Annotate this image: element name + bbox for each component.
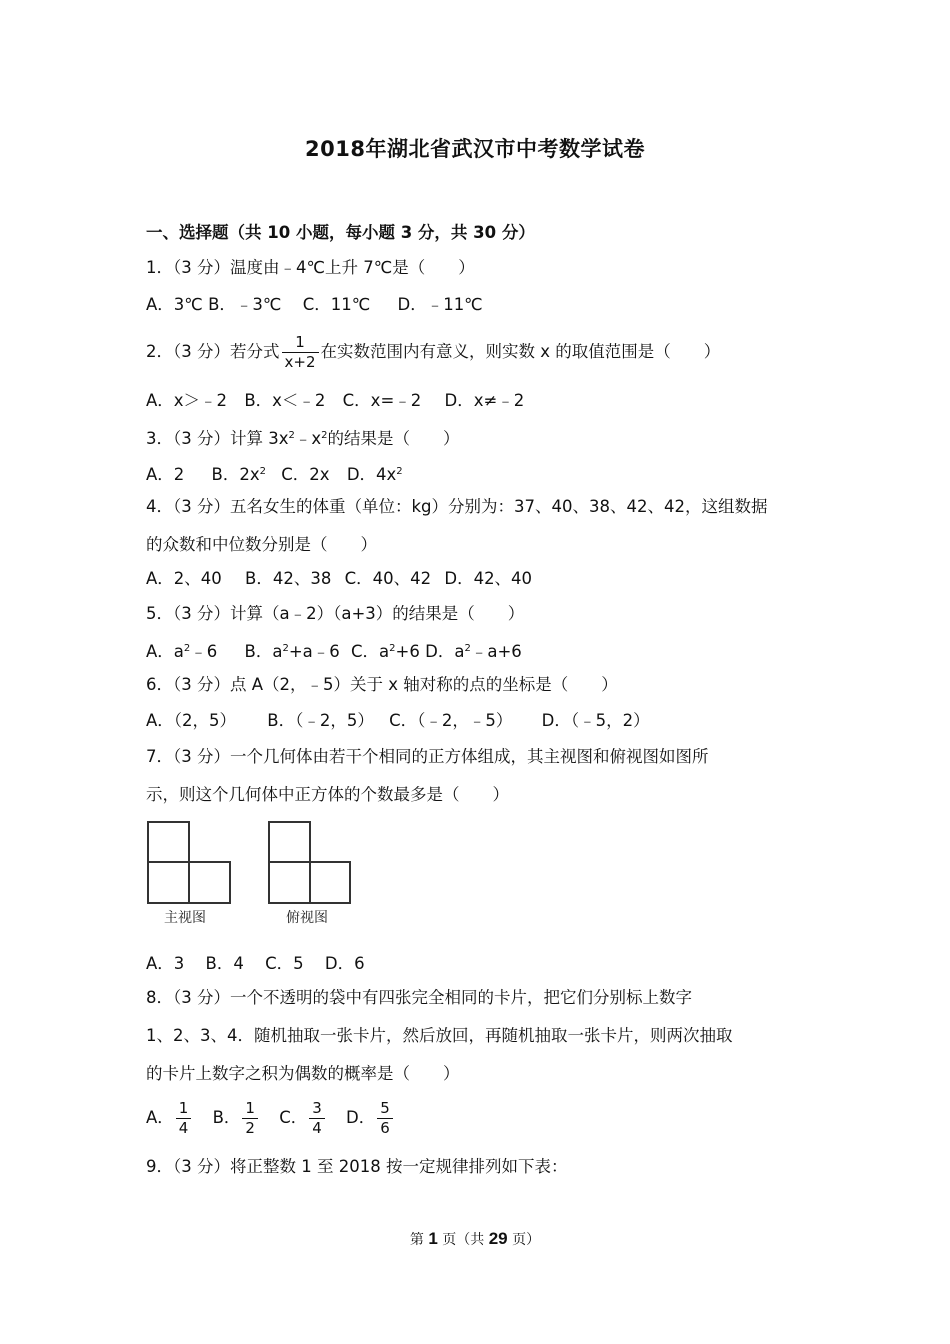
option-a: A．3 xyxy=(146,954,185,973)
option-a: A．2、40 xyxy=(146,569,222,588)
question-3: 3．（3 分）计算 $3x^2﹣x^2$的结果是（ ） xyxy=(146,429,460,448)
option-c: C．x=﹣2 xyxy=(342,391,422,410)
question-5-options xyxy=(146,638,522,663)
option-b: B．﹣3℃ xyxy=(208,295,282,314)
section-heading: 一、选择题（共 10 小题，每小题 3 分，共 30 分） xyxy=(146,223,535,242)
question-8-line-2: 1、2、3、4．随机抽取一张卡片，然后放回，再随机抽取一张卡片，则两次抽取 xyxy=(146,1026,733,1045)
option-d: D．﹣11℃ xyxy=(397,295,483,314)
question-7-line-2: 示，则这个几何体中正方体的个数最多是（ ） xyxy=(146,785,509,804)
front-view-label: 主视图 xyxy=(164,910,206,926)
top-view xyxy=(269,822,350,903)
question-9: 9．（3 分）将正整数 1 至 2018 按一定规律排列如下表： xyxy=(146,1157,568,1176)
option-d: D．$4x^2$ xyxy=(346,465,403,484)
front-view xyxy=(148,822,230,903)
fraction: $\frac{1}{x+2}$ xyxy=(282,334,319,371)
option-d: D．x≠﹣2 xyxy=(444,391,525,410)
question-6: 6．（3 分）点 A（2，﹣5）关于 x 轴对称的点的坐标是（ ） xyxy=(146,675,618,694)
option-b: B．x＜﹣2 xyxy=(244,391,326,410)
option-d: D．$a^2﹣a+6$ xyxy=(425,642,522,661)
option-b: B．42、38 xyxy=(245,569,332,588)
option-d: D．6 xyxy=(324,954,365,973)
top-view-label: 俯视图 xyxy=(286,910,328,926)
option-b: B．4 xyxy=(205,954,244,973)
question-3-options xyxy=(146,461,403,486)
question-8-line-3: 的卡片上数字之积为偶数的概率是（ ） xyxy=(146,1064,460,1083)
option-a: A．2 xyxy=(146,465,185,484)
question-1-options xyxy=(146,294,483,316)
option-a: A．x＞﹣2 xyxy=(146,391,228,410)
question-7-line-1: 7．（3 分）一个几何体由若干个相同的正方体组成，其主视图和俯视图如图所 xyxy=(146,747,709,766)
option-c: C．11℃ xyxy=(302,295,371,314)
option-d: D．42、40 xyxy=(444,569,533,588)
page-total: 29 xyxy=(488,1229,508,1248)
option-c: C．5 xyxy=(265,954,304,973)
question-8-options xyxy=(146,1100,395,1137)
option-b: B．$2x^2$ xyxy=(211,465,267,484)
option-a: A．（2，5） xyxy=(146,711,237,730)
page-number: 1 xyxy=(428,1229,438,1248)
question-5: 5．（3 分）计算（a﹣2）（a+3）的结果是（ ） xyxy=(146,604,525,623)
option-c: C． $\frac{3}{4}$ xyxy=(279,1108,327,1127)
option-a: A．$a^2﹣6$ xyxy=(146,642,218,661)
question-2-options xyxy=(146,390,524,412)
question-4-line-1: 4．（3 分）五名女生的体重（单位：kg）分别为：37、40、38、42、42，这组数据 xyxy=(146,497,768,516)
views-figure xyxy=(146,820,356,930)
question-8-line-1: 8．（3 分）一个不透明的袋中有四张完全相同的卡片，把它们分别标上数字 xyxy=(146,988,692,1007)
option-d: D．（﹣5，2） xyxy=(541,711,650,730)
option-b: B． $\frac{1}{2}$ xyxy=(213,1108,260,1127)
option-c: C．$a^2+6$ xyxy=(351,642,420,661)
question-4-line-2: 的众数和中位数分别是（ ） xyxy=(146,535,377,554)
option-b: B．$a^2+a﹣6$ xyxy=(244,642,340,661)
option-a: A．3℃ xyxy=(146,295,203,314)
question-2: 2．（3 分）若分式 $\frac{1}{x+2}$ 在实数范围内有意义，则实数 x 的取值范围是（ ） xyxy=(146,333,721,371)
page-title: 2018年湖北省武汉市中考数学试卷 xyxy=(305,137,645,161)
question-6-options xyxy=(146,710,650,732)
option-c: C．2x xyxy=(281,465,330,484)
option-d: D． $\frac{5}{6}$ xyxy=(346,1108,395,1127)
option-c: C．（﹣2，﹣5） xyxy=(389,711,513,730)
option-c: C．40、42 xyxy=(344,569,432,588)
option-b: B．（﹣2，5） xyxy=(267,711,374,730)
question-7-options xyxy=(146,953,365,975)
question-1: 1．（3 分）温度由﹣4℃上升 7℃是（ ） xyxy=(146,258,475,277)
option-a: A． $\frac{1}{4}$ xyxy=(146,1108,193,1127)
question-4-options xyxy=(146,568,532,590)
page-footer: 第 1 页（共 29 页） xyxy=(409,1229,541,1248)
